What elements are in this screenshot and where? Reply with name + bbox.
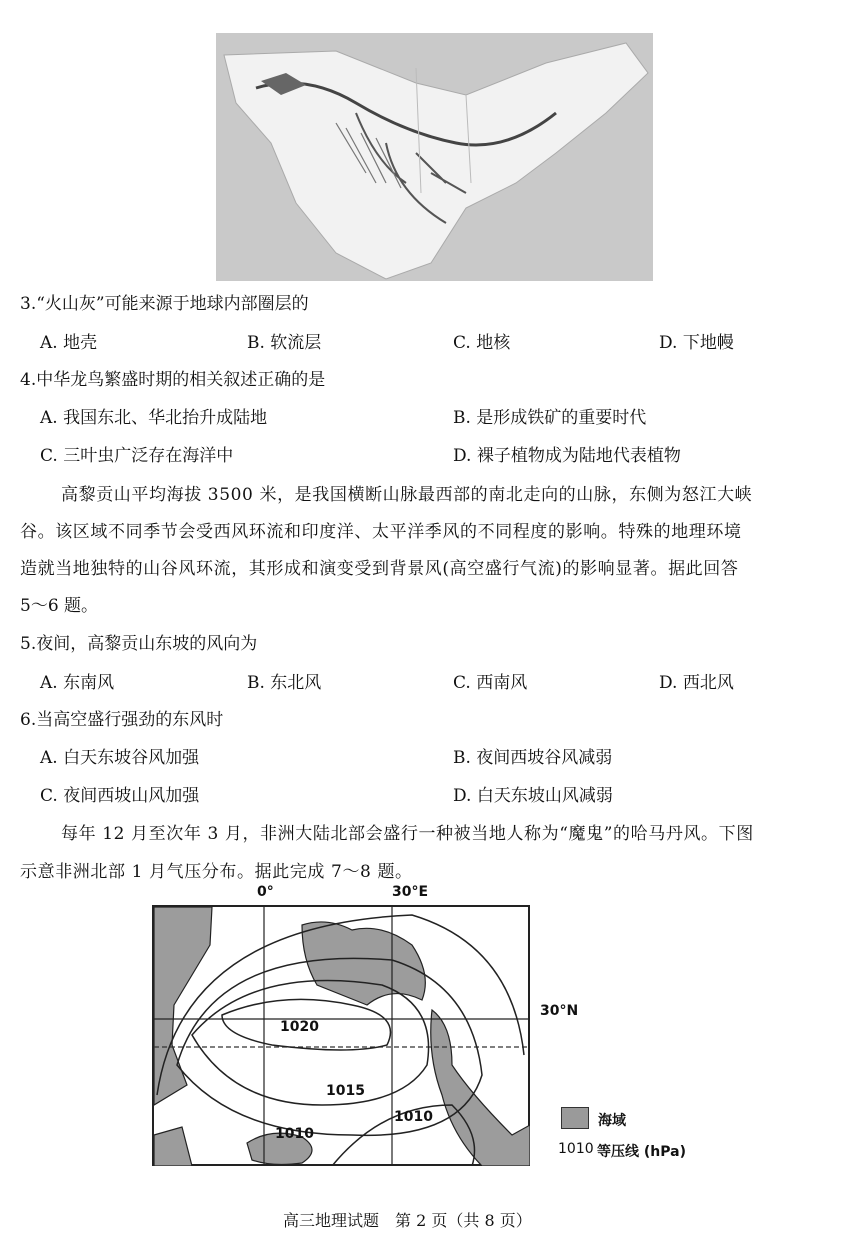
question-6-stem: 6.当高空盛行强劲的东风时 [20,710,224,730]
map-latitude-30n-label: 30°N [540,1003,579,1019]
legend-sea-label: 海域 [598,1113,626,1129]
isobar-label-1010-east: 1010 [394,1109,433,1125]
legend-isobar-label: 等压线 (hPa) [597,1144,686,1160]
passage-1-line-4: 5～6 题。 [20,596,99,616]
map-longitude-30e-label: 30°E [392,884,429,900]
question-3-stem: 3.“火山灰”可能来源于地球内部圈层的 [20,294,309,314]
question-4-stem: 4.中华龙鸟繁盛时期的相关叙述正确的是 [20,370,326,390]
q3-option-a: A. 地壳 [40,333,98,353]
isobar-label-1020: 1020 [280,1019,319,1035]
q5-option-d: D. 西北风 [659,673,734,693]
legend-isobar-value: 1010 [558,1141,594,1157]
passage-2-line-1: 每年 12 月至次年 3 月，非洲大陆北部会盛行一种被当地人称为“魔鬼”的哈马丹风。下图 [61,824,754,844]
q4-option-a: A. 我国东北、华北抬升成陆地 [40,408,268,428]
question-5-stem: 5.夜间，高黎贡山东坡的风向为 [20,634,258,654]
q4-option-d: D. 裸子植物成为陆地代表植物 [453,446,681,466]
q6-option-b: B. 夜间西坡谷风减弱 [453,748,613,768]
q3-option-c: C. 地核 [453,333,511,353]
q5-option-a: A. 东南风 [40,673,115,693]
fossil-image [216,33,653,281]
passage-1-line-3: 造就当地独特的山谷风环流，其形成和演变受到背景风(高空盛行气流)的影响显著。据此回答 [20,559,739,579]
isobar-map [152,905,530,1166]
q6-option-d: D. 白天东坡山风减弱 [453,786,613,806]
q4-option-b: B. 是形成铁矿的重要时代 [453,408,647,428]
q3-option-b: B. 软流层 [247,333,322,353]
q5-option-c: C. 西南风 [453,673,528,693]
q6-option-c: C. 夜间西坡山风加强 [40,786,200,806]
passage-1-line-2: 谷。该区域不同季节会受西风环流和印度洋、太平洋季风的不同程度的影响。特殊的地理环境 [20,522,742,542]
q4-option-c: C. 三叶虫广泛存在海洋中 [40,446,234,466]
q5-option-b: B. 东北风 [247,673,322,693]
isobar-label-1015: 1015 [326,1083,365,1099]
isobar-label-1010-west: 1010 [275,1126,314,1142]
page-footer: 高三地理试题 第 2 页（共 8 页） [283,1211,532,1230]
passage-1-line-1: 高黎贡山平均海拔 3500 米，是我国横断山脉最西部的南北走向的山脉，东侧为怒江大峡 [61,485,753,505]
map-longitude-0-label: 0° [257,884,274,900]
legend-sea-swatch [561,1107,589,1129]
q3-option-d: D. 下地幔 [659,333,734,353]
passage-2-line-2: 示意非洲北部 1 月气压分布。据此完成 7～8 题。 [20,862,413,882]
q6-option-a: A. 白天东坡谷风加强 [40,748,200,768]
